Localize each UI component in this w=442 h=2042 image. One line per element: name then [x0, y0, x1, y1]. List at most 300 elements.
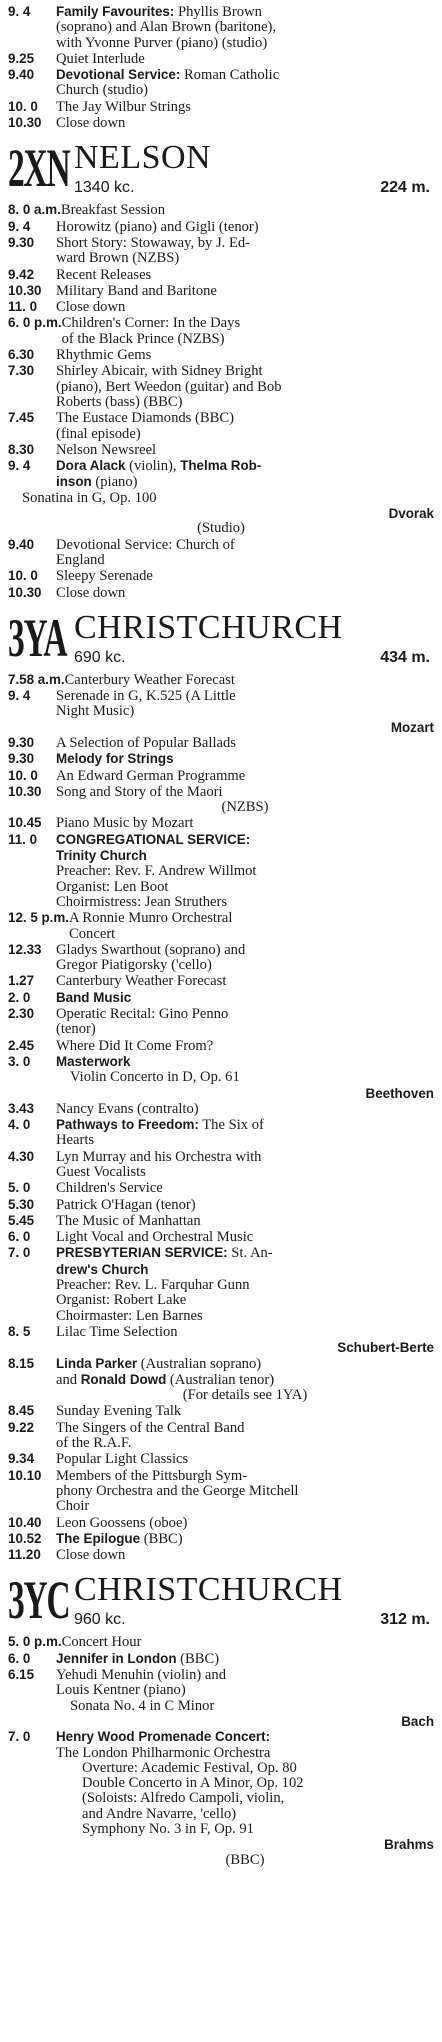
- programme-entry: [8, 832, 434, 910]
- programme-entry: [8, 299, 434, 315]
- programme-description: Where Did It Come From?: [56, 1037, 214, 1054]
- programme-line: [56, 427, 434, 442]
- programme-line: [56, 220, 434, 235]
- programme-time: 4. 0: [8, 1117, 31, 1133]
- programme-time: 2. 0: [8, 989, 31, 1005]
- programme-time: 7.30: [8, 363, 35, 379]
- programme-line: [56, 268, 434, 283]
- programme-description: Lilac Time Selection: [56, 1323, 178, 1340]
- programme-entry: [8, 51, 434, 67]
- programme-description: Close down: [56, 115, 126, 132]
- programme-text: [56, 411, 434, 442]
- programme-line: [61, 203, 434, 218]
- programme-entry: [8, 1229, 434, 1245]
- programme-text: [56, 52, 434, 67]
- programme-entry: [8, 1117, 434, 1149]
- programme-line: [56, 1651, 434, 1667]
- programme-entry: [8, 4, 434, 51]
- programme-time: 10.30: [8, 584, 42, 600]
- programme-work: Overture: Academic Festival, Op. 80: [82, 1759, 297, 1776]
- programme-line: [56, 1421, 434, 1436]
- programme-line: [56, 1133, 434, 1148]
- programme-time: 10. 0: [8, 767, 38, 783]
- programme-entry: [8, 1213, 434, 1229]
- programme-line: [56, 990, 434, 1006]
- programme-time: 10.30: [8, 783, 42, 799]
- programme-description: Song and Story of the Maori: [56, 783, 223, 800]
- programme-text: [56, 443, 434, 458]
- programme-description: Louis Kentner (piano): [56, 1682, 186, 1699]
- programme-entry: [8, 1515, 434, 1531]
- programme-time: 5.30: [8, 1196, 35, 1212]
- programme-description: Operatic Recital: Gino Penno: [56, 1006, 229, 1023]
- programme-text: [56, 990, 434, 1006]
- programme-time: 8.15: [8, 1355, 35, 1371]
- programme-entry: [8, 1245, 434, 1323]
- programme-time: 10.30: [8, 115, 42, 131]
- programme-line: [56, 974, 434, 989]
- programme-description: Choir: [56, 1498, 90, 1515]
- programme-description: (BBC): [176, 1650, 220, 1667]
- programme-description: (Australian soprano): [137, 1355, 262, 1372]
- programme-time: 8.45: [8, 1403, 35, 1419]
- programme-description: Canterbury Weather Forecast: [56, 973, 227, 990]
- programme-entry: [8, 751, 434, 767]
- programme-description: Close down: [56, 1547, 126, 1564]
- programme-description: of the Black Prince (NZBS): [61, 330, 225, 347]
- programme-description: Sunday Evening Talk: [56, 1403, 182, 1420]
- programme-description: phony Orchestra and the George Mitchell: [56, 1482, 299, 1499]
- programme-line: [56, 736, 434, 751]
- programme-time: 8. 5: [8, 1323, 31, 1339]
- programme-entry: [8, 568, 434, 584]
- programme-entry: [8, 1651, 434, 1667]
- programme-line: [56, 1165, 434, 1180]
- programme-line: [56, 569, 434, 584]
- programme-text: [56, 1668, 434, 1729]
- station-wavelength: 312 m.: [380, 1611, 430, 1629]
- programme-description: The Jay Wilbur Strings: [56, 98, 191, 115]
- programme-time: 11. 0: [8, 831, 38, 847]
- programme-note: (For details see 1YA): [182, 1387, 308, 1404]
- programme-description: (tenor): [56, 1021, 96, 1038]
- programme-text: [56, 785, 434, 816]
- programme-description: (violin),: [125, 458, 181, 475]
- programme-line: [56, 251, 434, 266]
- programme-time: 11.20: [8, 1547, 41, 1563]
- programme-time: 6.15: [8, 1667, 35, 1683]
- programme-text: [56, 586, 434, 601]
- programme-text: [65, 673, 434, 688]
- programme-line: [56, 1102, 434, 1117]
- station-header: [8, 1571, 434, 1631]
- programme-line: [56, 785, 434, 800]
- programme-title: Family Favourites:: [56, 4, 175, 19]
- programme-title: Ronald Dowd: [80, 1371, 167, 1387]
- programme-line: [56, 1325, 434, 1340]
- programme-entry: [8, 585, 434, 601]
- programme-line: [56, 1054, 434, 1070]
- programme-entry: [8, 115, 434, 131]
- programme-text: [56, 4, 434, 51]
- programme-line: [56, 538, 434, 553]
- programme-time: 7. 0: [8, 1729, 31, 1745]
- programme-title: Devotional Service:: [56, 67, 181, 83]
- programme-description: The Eustace Diamonds (BBC): [56, 410, 234, 427]
- programme-text: [56, 1356, 434, 1404]
- station-city: CHRISTCHURCH: [74, 1571, 343, 1609]
- programme-time: 9.22: [8, 1419, 35, 1435]
- programme-description: Church (studio): [56, 82, 149, 99]
- programme-description: Canterbury Weather Forecast: [64, 671, 235, 688]
- programme-entry: [8, 942, 434, 974]
- programme-time: 9.40: [8, 536, 35, 552]
- programme-description: (BBC): [140, 1530, 183, 1547]
- programme-description: Roberts (bass) (BBC): [56, 393, 183, 410]
- programme-entry: [8, 1451, 434, 1467]
- programme-time: 7.58 a.m.: [8, 671, 65, 687]
- programme-line: [56, 1404, 434, 1419]
- programme-line: [56, 1007, 434, 1022]
- programme-description: (final episode): [56, 425, 141, 442]
- programme-text: [56, 1516, 434, 1531]
- programme-text: [56, 1150, 434, 1181]
- programme-title: PRESBYTERIAN SERVICE:: [56, 1245, 228, 1261]
- programme-entry: [8, 1667, 434, 1729]
- composer: Schubert-Berte: [337, 1340, 434, 1356]
- programme-time: 10.40: [8, 1514, 42, 1530]
- programme-time: 9.40: [8, 67, 35, 83]
- programme-description: An Edward German Programme: [56, 767, 246, 784]
- programme-line: [56, 1516, 434, 1531]
- programme-entry: [8, 458, 434, 491]
- programme-description: Concert: [69, 925, 116, 942]
- programme-description: Members of the Pittsburgh Sym-: [56, 1467, 248, 1484]
- programme-description: Rhythmic Gems: [56, 347, 152, 364]
- programme-entry: [8, 815, 434, 831]
- programme-entry: [8, 1634, 434, 1650]
- programme-description: Children's Service: [56, 1180, 163, 1197]
- programme-text: [56, 1117, 434, 1149]
- programme-description: Phyllis Brown: [174, 4, 262, 20]
- programme-description: Shirley Abicair, with Sidney Bright: [56, 363, 263, 380]
- programme-text: [56, 538, 434, 569]
- programme-time: 3. 0: [8, 1053, 31, 1069]
- programme-text: [56, 689, 434, 735]
- programme-text: [56, 832, 434, 910]
- programme-time: 2.45: [8, 1037, 35, 1053]
- programme-title: Band Music: [56, 989, 132, 1005]
- programme-title: drew's Church: [56, 1261, 149, 1277]
- programme-text: [56, 1469, 434, 1515]
- programme-line: [56, 1531, 434, 1547]
- programme-line: [56, 1746, 434, 1761]
- programme-line: [56, 52, 434, 67]
- composer: Brahms: [384, 1837, 434, 1853]
- programme-credit: Choirmistress: Jean Struthers: [56, 893, 228, 910]
- station-callsign: 3YC: [8, 1570, 70, 1631]
- programme-description: (piano): [91, 474, 138, 491]
- programme-entry: [8, 315, 434, 347]
- programme-line: [56, 1668, 434, 1683]
- programme-line: [56, 1181, 434, 1196]
- programme-text: [56, 1007, 434, 1038]
- station-city: NELSON: [74, 139, 212, 177]
- programme-line: [56, 1230, 434, 1245]
- programme-text: [56, 100, 434, 115]
- station-frequency: 1340 kc.: [74, 179, 135, 197]
- programme-description: Leon Goossens (oboe): [56, 1514, 188, 1531]
- programme-description: The Singers of the Central Band: [56, 1419, 245, 1436]
- programme-line: [56, 848, 434, 864]
- programme-entry: [8, 1149, 434, 1181]
- programme-text: [56, 1325, 434, 1356]
- station-wavelength: 434 m.: [380, 648, 430, 666]
- programme-text: [56, 1230, 434, 1245]
- programme-description: Lyn Murray and his Orchestra with: [56, 1148, 262, 1165]
- programme-description: (piano), Bert Weedon (guitar) and Bob: [56, 378, 282, 395]
- programme-description: (soprano) and Alan Brown (baritone),: [56, 19, 277, 36]
- programme-time: 9.34: [8, 1451, 35, 1467]
- programme-entry: [8, 1054, 434, 1101]
- programme-time: 4.30: [8, 1148, 35, 1164]
- station-wavelength: 224 m.: [380, 179, 430, 197]
- programme-line: [56, 1499, 434, 1514]
- programme-description: Devotional Service: Church of: [56, 536, 235, 553]
- programme-entry: [8, 990, 434, 1006]
- programme-description: Gladys Swarthout (soprano) and: [56, 941, 246, 958]
- programme-time: 6. 0: [8, 1229, 31, 1245]
- programme-line: [56, 816, 434, 831]
- programme-entry: [8, 235, 434, 267]
- programme-time: 9.30: [8, 751, 35, 767]
- programme-line: [56, 411, 434, 426]
- programme-time: 5. 0 p.m.: [8, 1634, 62, 1650]
- programme-text: [56, 1181, 434, 1196]
- programme-text: [56, 1548, 434, 1563]
- station-callsign: 2XN: [8, 138, 70, 199]
- programme-time: 5. 0: [8, 1180, 31, 1196]
- programme-line: [56, 4, 434, 20]
- programme-description: Recent Releases: [56, 266, 152, 283]
- programme-time: 9. 4: [8, 218, 31, 234]
- programme-text: [56, 1214, 434, 1229]
- programme-title: Thelma Rob-: [180, 458, 262, 474]
- programme-entry: [8, 1531, 434, 1547]
- programme-time: 1.27: [8, 973, 35, 989]
- programme-entry: [8, 442, 434, 458]
- programme-text: [56, 300, 434, 315]
- programme-line: [56, 300, 434, 315]
- programme-text: [56, 974, 434, 989]
- programme-entry: [8, 1420, 434, 1452]
- programme-title: Jennifer in London: [56, 1650, 177, 1666]
- programme-text: [56, 348, 434, 363]
- programme-line: [56, 1150, 434, 1165]
- programme-entry: [8, 1101, 434, 1117]
- programme-description: Nancy Evans (contralto): [56, 1100, 199, 1117]
- programme-description: Breakfast Session: [60, 202, 166, 219]
- programme-work: Double Concerto in A Minor, Op. 102: [82, 1775, 304, 1792]
- programme-time: 10. 0: [8, 568, 38, 584]
- programme-description: Short Story: Stowaway, by J. Ed-: [56, 234, 251, 251]
- programme-time: 10.10: [8, 1467, 42, 1483]
- programme-time: 9.25: [8, 50, 35, 66]
- programme-text: [56, 1651, 434, 1667]
- programme-entry: [8, 283, 434, 299]
- programme-text: [56, 736, 434, 751]
- programme-work: (Soloists: Alfredo Campoli, violin,: [82, 1790, 285, 1807]
- programme-line: [56, 553, 434, 568]
- programme-description: Military Band and Baritone: [56, 282, 217, 299]
- programme-text: [56, 1039, 434, 1054]
- programme-text: [56, 1198, 434, 1213]
- programme-entry: [8, 973, 434, 989]
- programme-description: The Six of: [198, 1117, 264, 1134]
- programme-credit: Organist: Len Boot: [56, 878, 169, 895]
- programme-note: (NZBS): [221, 799, 269, 816]
- programme-text: [56, 67, 434, 99]
- programme-time: 3.43: [8, 1100, 35, 1116]
- programme-credit: Choirmaster: Len Barnes: [56, 1307, 203, 1324]
- programme-text: [56, 236, 434, 267]
- programme-line: [62, 332, 434, 347]
- programme-entry: [8, 672, 434, 688]
- station-city: CHRISTCHURCH: [74, 608, 343, 646]
- programme-entry: [8, 735, 434, 751]
- programme-time: 6.30: [8, 347, 35, 363]
- programme-work: Symphony No. 3 in F, Op. 91: [82, 1820, 254, 1837]
- programme-line: [56, 458, 434, 474]
- programme-entry: [8, 363, 434, 410]
- programme-line: [56, 1452, 434, 1467]
- programme-time: 8.30: [8, 441, 35, 457]
- programme-time: 12.33: [8, 941, 42, 957]
- programme-credit: Preacher: Rev. F. Andrew Willmot: [56, 863, 257, 880]
- programme-time: 9.30: [8, 234, 35, 250]
- programme-title: inson: [56, 474, 92, 490]
- programme-line: [56, 1039, 434, 1054]
- programme-description: Gregor Piatigorsky ('cello): [56, 957, 212, 974]
- programme-text: [61, 203, 434, 218]
- programme-line: [69, 927, 434, 942]
- programme-description: Guest Vocalists: [56, 1164, 146, 1180]
- programme-text: [56, 751, 434, 767]
- programme-work: Sonata No. 4 in C Minor: [70, 1697, 215, 1714]
- station-frequency: 690 kc.: [74, 648, 126, 666]
- programme-entry: [8, 688, 434, 735]
- programme-text: [56, 268, 434, 283]
- programme-line: [56, 1262, 434, 1278]
- programme-line: [56, 348, 434, 363]
- programme-text: [56, 284, 434, 299]
- programme-title: Melody for Strings: [56, 751, 174, 767]
- programme-entry: [8, 1006, 434, 1038]
- programme-description: Horowitz (piano) and Gigli (tenor): [56, 218, 259, 235]
- programme-text: [56, 220, 434, 235]
- programme-description: England: [56, 551, 105, 568]
- programme-title: Linda Parker: [56, 1355, 138, 1371]
- programme-description: Night Music): [56, 703, 135, 720]
- programme-time: 7. 0: [8, 1245, 31, 1261]
- programme-title: Trinity Church: [56, 848, 147, 864]
- programme-note: (Studio): [197, 520, 245, 537]
- programme-entry: [8, 537, 434, 569]
- programme-time: 7.45: [8, 410, 35, 426]
- programme-text: [56, 1452, 434, 1467]
- programme-entry: [8, 1729, 434, 1868]
- programme-line: [56, 364, 434, 379]
- programme-line: [56, 116, 434, 131]
- programme-line: [69, 911, 434, 926]
- programme-work: Sonatina in G, Op. 100: [22, 489, 157, 506]
- programme-description: A Selection of Popular Ballads: [56, 734, 236, 751]
- programme-line: [56, 832, 434, 848]
- programme-line: [56, 36, 434, 51]
- programme-description: with Yvonne Purver (piano) (studio): [56, 34, 268, 51]
- programme-line: [56, 100, 434, 115]
- programme-line: [56, 1372, 434, 1388]
- programme-text: [56, 943, 434, 974]
- programme-entry: [8, 1547, 434, 1563]
- programme-line: [56, 284, 434, 299]
- programme-entry: [8, 1403, 434, 1419]
- programme-time: 10.52: [8, 1530, 42, 1546]
- programme-line: [56, 1356, 434, 1372]
- programme-description: and: [56, 1371, 81, 1388]
- programme-description: Piano Music by Mozart: [56, 815, 194, 832]
- programme-time: 9. 4: [8, 458, 31, 474]
- programme-entry: [8, 1324, 434, 1356]
- programme-time: 8. 0 a.m.: [8, 202, 61, 218]
- programme-text: [62, 1635, 434, 1650]
- programme-entry: [8, 768, 434, 784]
- programme-time: 6. 0: [8, 1650, 31, 1666]
- composer: Beethoven: [365, 1085, 434, 1101]
- programme-title: The Epilogue: [56, 1530, 141, 1546]
- programme-credit: Preacher: Rev. L. Farquhar Gunn: [56, 1277, 250, 1294]
- programme-entry: [8, 410, 434, 442]
- programme-entry: [8, 1038, 434, 1054]
- station-frequency: 960 kc.: [74, 1611, 126, 1629]
- programme-line: [56, 751, 434, 767]
- programme-description: Patrick O'Hagan (tenor): [56, 1196, 196, 1213]
- programme-description: Children's Corner: In the Days: [61, 315, 241, 332]
- programme-text: [56, 1729, 434, 1868]
- programme-line: [56, 1022, 434, 1037]
- programme-entry: [8, 219, 434, 235]
- programme-time: 9. 4: [8, 688, 31, 704]
- programme-line: [56, 704, 434, 719]
- programme-text: [56, 1421, 434, 1452]
- programme-line: [56, 236, 434, 251]
- programme-description: Hearts: [56, 1132, 95, 1149]
- programme-line: [56, 1484, 434, 1499]
- programme-line: [56, 769, 434, 784]
- programme-entry: [8, 491, 434, 537]
- programme-description: Close down: [56, 584, 126, 601]
- programme-line: [56, 586, 434, 601]
- programme-description: Yehudi Menuhin (violin) and: [56, 1667, 226, 1684]
- programme-text: [56, 1102, 434, 1117]
- programme-text: [56, 1404, 434, 1419]
- programme-entry: [8, 1180, 434, 1196]
- programme-description: Sleepy Serenade: [56, 568, 153, 585]
- programme-credit: Organist: Robert Lake: [56, 1292, 187, 1309]
- programme-description: Nelson Newsreel: [56, 441, 157, 458]
- programme-description: ward Brown (NZBS): [56, 250, 180, 267]
- programme-entry: [8, 1197, 434, 1213]
